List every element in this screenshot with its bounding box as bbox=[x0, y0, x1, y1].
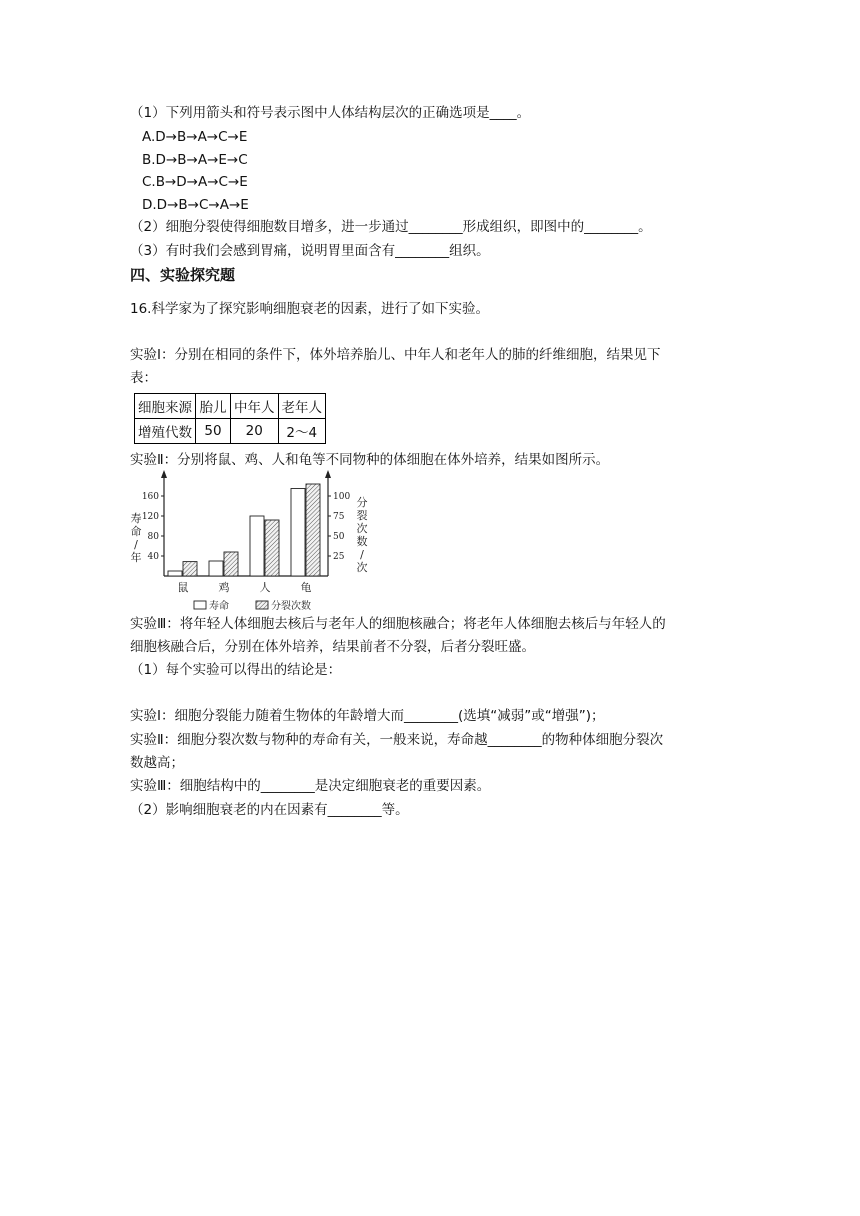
category-label: 龟 bbox=[300, 581, 312, 594]
table-header-cell: 细胞来源 bbox=[135, 394, 196, 419]
answer-exp3: 实验Ⅲ：细胞结构中的________是决定细胞衰老的重要因素。 bbox=[130, 778, 491, 794]
right-tick-label: 50 bbox=[333, 532, 345, 542]
bar-lifespan bbox=[291, 489, 305, 577]
q16-question-2: （2）影响细胞衰老的内在因素有________等。 bbox=[130, 802, 409, 818]
table-cell: 2～4 bbox=[278, 419, 326, 444]
right-tick-label: 75 bbox=[333, 512, 345, 522]
q16-question-1: （1）每个实验可以得出的结论是： bbox=[130, 662, 342, 678]
bar-lifespan bbox=[168, 571, 182, 576]
left-axis-label-char: 寿 bbox=[130, 512, 142, 525]
answer-exp2: 实验Ⅱ：细胞分裂次数与物种的寿命有关，一般来说，寿命越________的物种体细胞分裂次 bbox=[130, 732, 664, 748]
left-axis-label-char: 命 bbox=[130, 525, 142, 538]
table-cell: 增殖代数 bbox=[135, 419, 196, 444]
exp1-text-cont: 表： bbox=[130, 370, 157, 386]
cell-generation-table bbox=[134, 393, 326, 444]
category-label: 人 bbox=[259, 581, 271, 594]
left-tick-label: 160 bbox=[141, 492, 159, 502]
right-tick-label: 100 bbox=[333, 492, 351, 502]
table-header-row bbox=[135, 394, 326, 419]
category-label: 鼠 bbox=[177, 581, 189, 594]
left-axis-label-char: / bbox=[134, 538, 138, 551]
table-row bbox=[135, 419, 326, 444]
q15-part2: （2）细胞分裂使得细胞数目增多，进一步通过________形成组织，即图中的________。 bbox=[130, 219, 652, 235]
right-tick-label: 25 bbox=[333, 552, 345, 562]
exp3-text: 实验Ⅲ：将年轻人体细胞去核后与老年人的细胞核融合；将老年人体细胞去核后与年轻人的 bbox=[130, 616, 666, 632]
table-cell: 20 bbox=[231, 419, 279, 444]
right-axis-arrow bbox=[325, 470, 331, 478]
legend-label: 寿命 bbox=[209, 601, 229, 612]
answer-exp1: 实验Ⅰ：细胞分裂能力随着生物体的年龄增大而________(选填“减弱”或“增强”)； bbox=[130, 708, 605, 724]
answer-exp2-cont: 数越高； bbox=[130, 755, 184, 771]
table-header-cell: 中年人 bbox=[231, 394, 279, 419]
table-cell: 50 bbox=[196, 419, 231, 444]
left-tick-label: 80 bbox=[147, 532, 159, 542]
right-axis-label-char: 数 bbox=[356, 535, 368, 548]
q15-part3: （3）有时我们会感到胃痛，说明胃里面含有________组织。 bbox=[130, 243, 490, 259]
legend-swatch bbox=[194, 601, 206, 609]
exp2-text: 实验Ⅱ：分别将鼠、鸡、人和龟等不同物种的体细胞在体外培养，结果如图所示。 bbox=[130, 452, 610, 468]
right-axis-label-char: 分 bbox=[356, 496, 368, 509]
left-axis-arrow bbox=[161, 470, 167, 478]
q15-part1: （1）下列用箭头和符号表示图中人体结构层次的正确选项是____。 bbox=[130, 105, 531, 121]
right-axis-label-char: 次 bbox=[356, 561, 368, 574]
left-axis-label-char: 年 bbox=[130, 551, 142, 564]
right-axis-label-char: 次 bbox=[356, 522, 368, 535]
option-d: D.D→B→C→A→E bbox=[142, 197, 249, 213]
exp3-text-cont: 细胞核融合后，分别在体外培养，结果前者不分裂，后者分裂旺盛。 bbox=[130, 639, 535, 655]
option-b: B.D→B→A→E→C bbox=[142, 152, 248, 168]
bar-divisions bbox=[224, 552, 238, 576]
exp1-text: 实验Ⅰ：分别在相同的条件下，体外培养胎儿、中年人和老年人的肺的纤维细胞，结果见下 bbox=[130, 347, 661, 363]
legend-swatch bbox=[256, 601, 268, 609]
lifespan-division-chart bbox=[128, 468, 388, 616]
q16-intro: 16.科学家为了探究影响细胞衰老的因素，进行了如下实验。 bbox=[130, 301, 489, 317]
bar-divisions bbox=[265, 520, 279, 576]
right-axis-label-char: 裂 bbox=[356, 509, 368, 522]
table-header-cell: 老年人 bbox=[278, 394, 326, 419]
right-axis-label-char: / bbox=[360, 548, 364, 561]
left-tick-label: 120 bbox=[141, 512, 159, 522]
table-header-cell: 胎儿 bbox=[196, 394, 231, 419]
bar-lifespan bbox=[250, 516, 264, 576]
option-c: C.B→D→A→C→E bbox=[142, 174, 248, 190]
bar-divisions bbox=[183, 562, 197, 576]
bar-divisions bbox=[306, 484, 320, 576]
option-a: A.D→B→A→C→E bbox=[142, 129, 248, 145]
legend-label: 分裂次数 bbox=[271, 601, 311, 612]
section-heading: 四、实验探究题 bbox=[130, 266, 236, 284]
left-tick-label: 40 bbox=[147, 552, 159, 562]
category-label: 鸡 bbox=[218, 581, 230, 594]
bar-lifespan bbox=[209, 561, 223, 576]
